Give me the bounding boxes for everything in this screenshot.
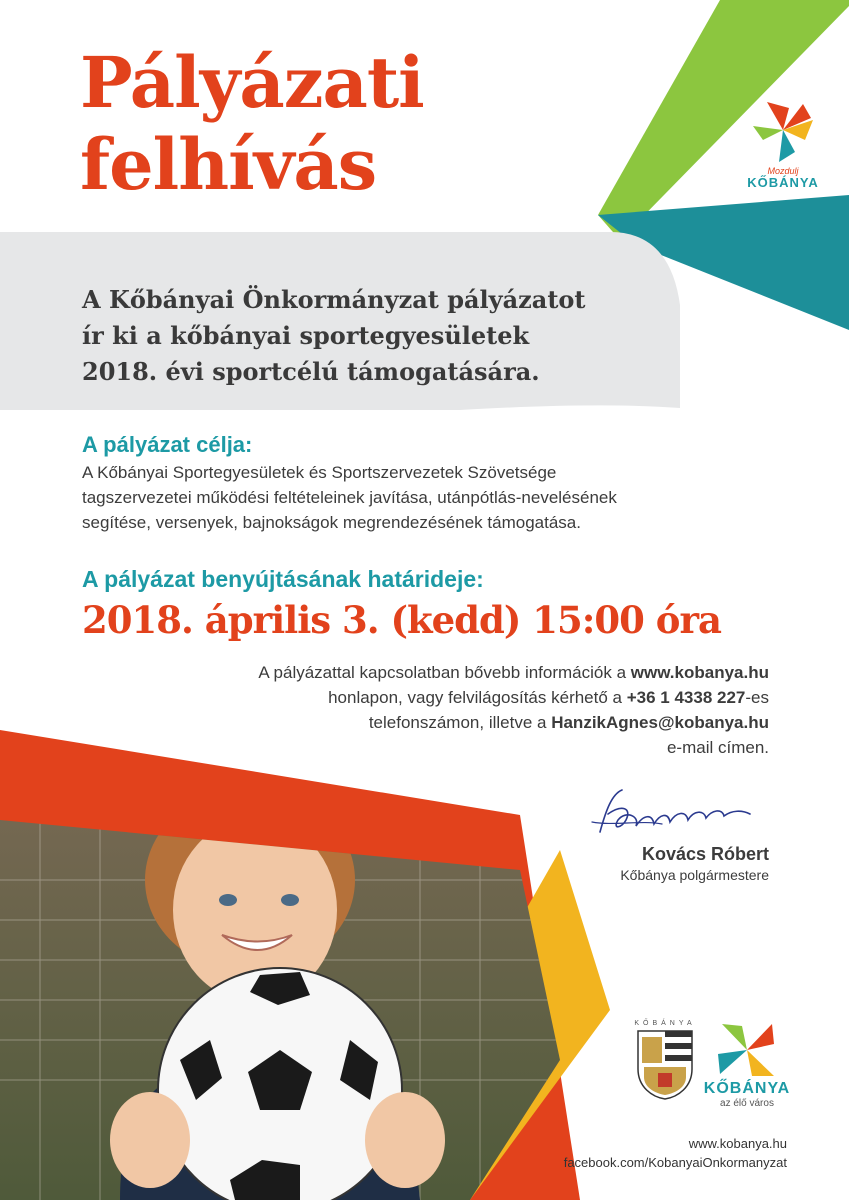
title-line-1: Pályázati — [80, 41, 424, 124]
goal-heading: A pályázat célja: — [82, 432, 253, 457]
coat-of-arms-label: KŐBÁNYA — [634, 1020, 696, 1027]
email-link[interactable]: HanzikAgnes@kobanya.hu — [551, 713, 769, 732]
info-text-2: honlapon, vagy felvilágosítás kérhető a — [328, 688, 627, 707]
goal-line-3: segítése, versenyek, bajnokságok megrendezésének támogatása. — [82, 513, 581, 532]
signature-icon — [582, 780, 772, 844]
info-line-4: e-mail címen. — [666, 738, 769, 757]
website-link[interactable]: www.kobanya.hu — [630, 663, 769, 682]
coat-of-arms-icon — [634, 1027, 696, 1101]
coat-of-arms — [632, 1020, 698, 1106]
kobanya-logo-name: KŐBÁNYA — [703, 1080, 791, 1097]
kobanya-star-logo-icon — [708, 1020, 786, 1080]
logo-tagline: Mozdulj — [767, 166, 799, 176]
goal-line-1: A Kőbányai Sportegyesületek és Sportszervezetek Szövetsége — [82, 463, 557, 482]
mozdulj-kobanya-logo-icon — [745, 96, 821, 166]
deadline-date: 2018. április 3. (kedd) 15:00 óra — [82, 598, 721, 642]
phone-suffix: -es — [745, 688, 769, 707]
signer-title: Kőbánya polgármestere — [620, 867, 769, 883]
goal-text — [82, 460, 617, 535]
intro-line-3: 2018. évi sportcélú támogatására. — [82, 357, 540, 386]
intro-text — [82, 282, 586, 390]
info-text-3: telefonszámon, illetve a — [368, 713, 552, 732]
contact-info — [258, 660, 769, 760]
boy-with-football-photo — [0, 760, 560, 1200]
info-line-3 — [258, 710, 769, 735]
goal-line-2: tagszervezetei működési feltételeinek javítása, utánpótlás-nevelésének — [82, 488, 617, 507]
intro-line-2: ír ki a kőbányai sportegyesületek — [82, 321, 530, 350]
signer-name: Kovács Róbert — [641, 844, 769, 864]
kobanya-logo-tagline: az élő város — [720, 1098, 774, 1109]
signer-block — [620, 843, 769, 885]
footer-links — [564, 1134, 787, 1172]
phone-number[interactable]: +36 1 4338 227 — [626, 688, 746, 707]
kobanya-logo — [702, 1020, 792, 1110]
logo-name: KŐBÁNYA — [747, 175, 819, 190]
deadline-heading: A pályázat benyújtásának határideje: — [82, 566, 484, 592]
info-line-1 — [258, 660, 769, 685]
mozdulj-kobanya-logo — [738, 96, 828, 190]
title-line-2: felhívás — [80, 123, 377, 206]
page-title — [80, 42, 424, 206]
intro-line-1: A Kőbányai Önkormányzat pályázatot — [82, 285, 586, 314]
info-line-2 — [258, 685, 769, 710]
footer-website-link[interactable]: www.kobanya.hu — [688, 1136, 787, 1151]
info-text-1: A pályázattal kapcsolatban bővebb információk a — [258, 663, 631, 682]
footer-facebook-link[interactable]: facebook.com/KobanyaiOnkormanyzat — [563, 1155, 787, 1170]
